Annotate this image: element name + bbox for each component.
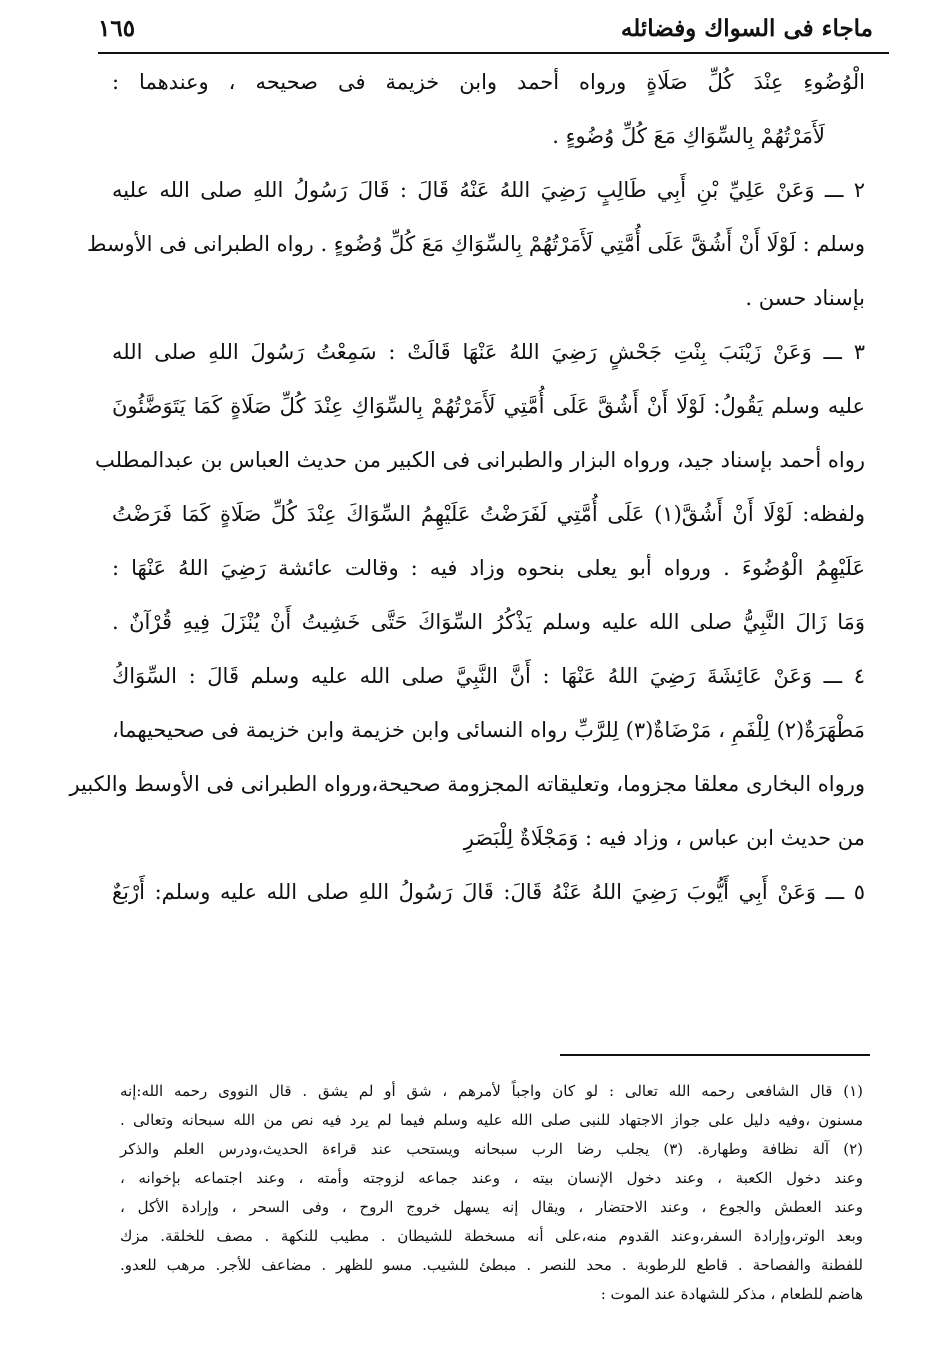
text-line: رواه أحمد بإسناد جيد، ورواه البزار والطبرانى فى الكبير من حديث العباس بن عبدالمطلب [95,448,865,472]
footnote-line: وعند دخول الكعبة ، وعند دخول الإنسان بيته ، وعند جماعه لزوجته وأمته ، وعند اجتماعه بإخوانه ، [120,1169,863,1187]
text-line: ورواه البخارى معلقا مجزوما، وتعليقاته المجزومة صحيحة،ورواه الطبرانى فى الأوسط والكبير [69,772,865,796]
text-line: لَأَمَرْتُهُمْ بِالسِّوَاكِ مَعَ كُلِّ وُضُوءٍ . [552,124,825,148]
text-line: وسلم : لَوْلَا أَنْ أَشُقَّ عَلَى أُمَّتِي لَأَمَرْتُهُمْ بِالسِّوَاكِ مَعَ كُلِّ وُضُوءٍ . رواه الطبرانى فى الأوسط [87,232,865,256]
footnote-line: وعند العطش والجوع ، وعند الاحتضار ، ويقال إنه يسهل خروج الروح ، وفى السحر ، وإرادة الأكل ، [120,1198,863,1216]
text-line: عَلَيْهِمُ الْوُضُوءَ . ورواه أبو يعلى بنحوه وزاد فيه : وقالت عائشة رَضِيَ اللهُ عَنْهَا : [112,556,865,580]
header-rule [98,52,889,54]
page-number: ١٦٥ [98,14,136,42]
footnote-line: (١) قال الشافعى رحمه الله تعالى : لو كان واجباً لأمرهم ، شق أو لم يشق . قال النووى رحمه الله:إنه [120,1082,863,1100]
footnotes [120,1080,863,1312]
footnote-line: (٢) آلة نظافة وطهارة. (٣) يجلب رضا الرب سبحانه ويستحب عند قراءة الحديث،ودرس العلم والذكر [120,1140,863,1158]
footnote-line: للفطنة والفصاحة . قاطع للرطوبة . محد للنصر . مبطئ للشيب. مسو للظهر . مضاعف للأجر. مرهب للعدو. [120,1256,863,1274]
text-line: ٥ ـــ وَعَنْ أَبِي أَيُّوبَ رَضِيَ اللهُ عَنْهُ قَالَ: قَالَ رَسُولُ اللهِ صلى الله عليه وسلم: أَرْبَعٌ [112,880,865,904]
text-line: بإسناد حسن . [745,286,865,310]
text-line: عليه وسلم يَقُولُ: لَوْلَا أَنْ أَشُقَّ عَلَى أُمَّتِي لَأَمَرْتُهُمْ بِالسِّوَاكِ عِنْدَ كُلِّ صَلَاةٍ كَمَا يَتَوَضَّئُونَ [112,394,865,418]
text-line: ٢ ـــ وَعَنْ عَلِيِّ بْنِ أَبِي طَالِبٍ رَضِيَ اللهُ عَنْهُ قَالَ : قَالَ رَسُولُ اللهِ صلى الله عليه [112,178,865,202]
running-title: ماجاء فى السواك وفضائله [620,14,873,42]
text-line: الْوُضُوءِ عِنْدَ كُلِّ صَلَاةٍ ورواه أحمد وابن خزيمة فى صحيحه ، وعندهما : [112,70,865,94]
footnote-rule [560,1054,870,1056]
footnote-line: هاضم للطعام ، مذكر للشهادة عند الموت : [600,1285,863,1303]
main-text [69,68,865,932]
text-line: ٤ ـــ وَعَنْ عَائِشَةَ رَضِيَ اللهُ عَنْهَا : أَنَّ النَّبِيَّ صلى الله عليه وسلم قَالَ : السِّوَاكُ [112,664,865,688]
text-line: وَمَا زَالَ النَّبِيُّ صلى الله عليه وسلم يَذْكُرُ السِّوَاكَ حَتَّى خَشِيتُ أَنْ يُنْزَلَ فِيهِ قُرْآنٌ . [112,610,865,634]
footnote-line: مسنون ،وفيه دليل على جواز الاجتهاد للنبى صلى الله عليه وسلم فيما لم يرد فيه نص من الله سبحانه وتعالى . [120,1111,864,1129]
text-line: ولفظه: لَوْلَا أَنْ أَشُقَّ(١) عَلَى أُمَّتِي لَفَرَضْتُ عَلَيْهِمُ السِّوَاكَ عِنْدَ كُلِّ صَلَاةٍ كَمَا فَرَضْتُ [112,502,865,526]
text-line: مَطْهَرَةٌ(٢) لِلْفَمِ ، مَرْضَاةٌ(٣) لِلرَّبِّ رواه النسائى وابن خزيمة وابن خزيمة فى صحيحيهما، [112,718,865,742]
page-header [98,6,873,50]
text-line: من حديث ابن عباس ، وزاد فيه : وَمَجْلَاةٌ لِلْبَصَرِ [463,826,865,850]
footnote-line: وبعد الوتر،وإرادة السفر،وعند القدوم منه،على أنه مسخطة للشيطان . مطيب للنكهة . مصف للخلقة. مزك [120,1227,863,1245]
text-line: ٣ ـــ وَعَنْ زَيْنَبَ بِنْتِ جَحْشٍ رَضِيَ اللهُ عَنْهَا قَالَتْ : سَمِعْتُ رَسُولَ اللهِ صلى الله [112,340,865,364]
